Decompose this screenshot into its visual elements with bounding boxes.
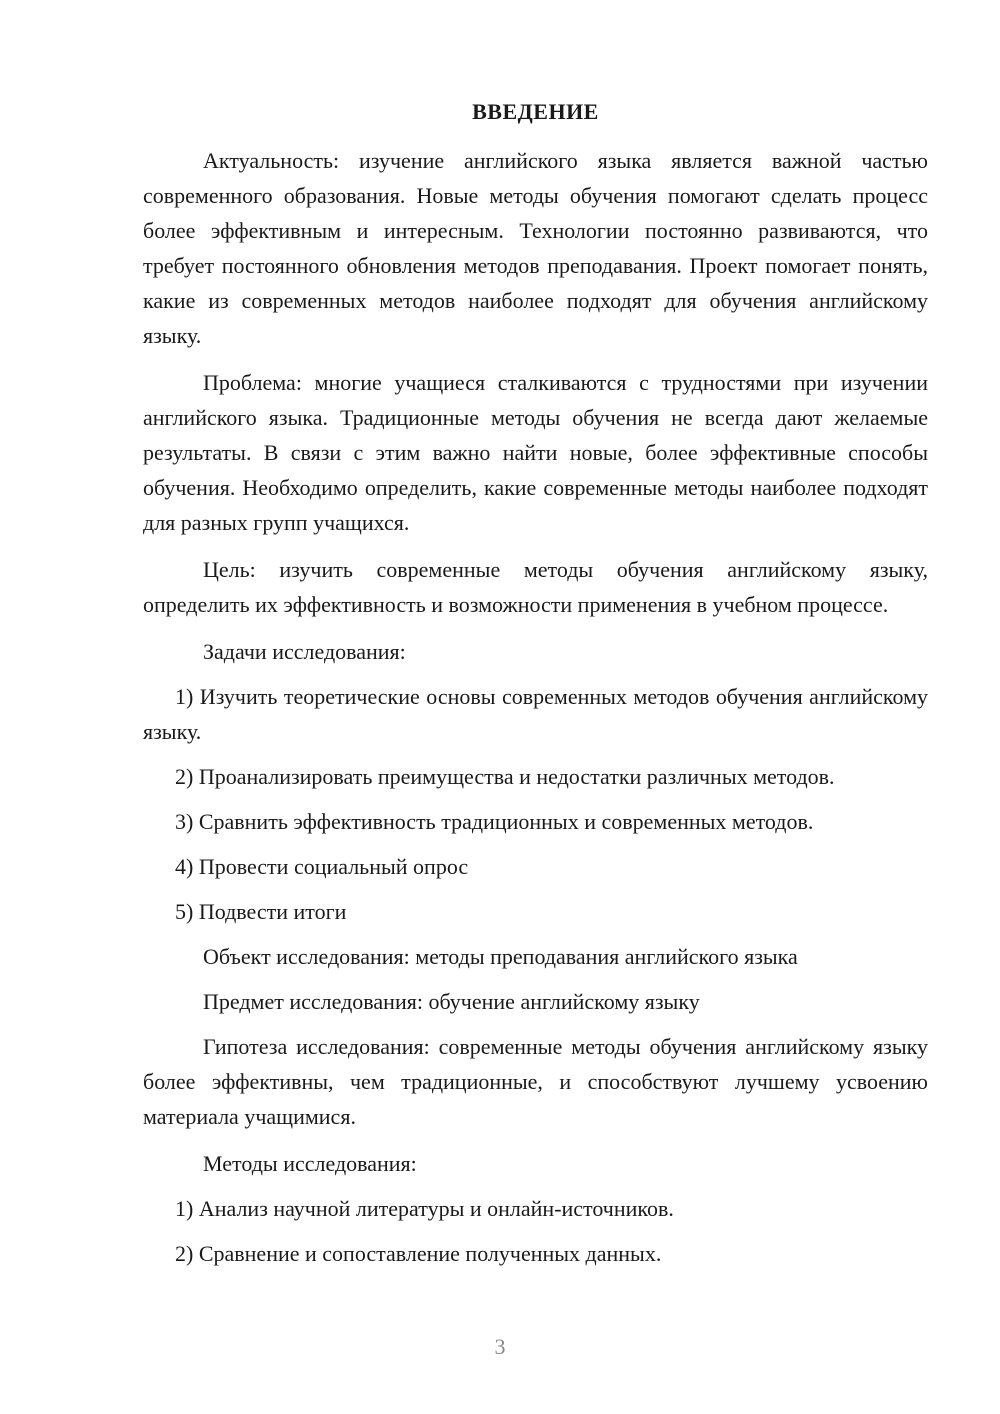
document-body bbox=[143, 143, 928, 1281]
relevance-paragraph: Актуальность: изучение английского языка является важной частью современного образования. Новые методы обучения помогают сделать процесс более эффективным и интересным. Технологии постоянно развиваются, что требует постоянного обновления методов преподавания. Проект помогает понять, какие из современных методов наиболее подходят для обучения английскому языку. bbox=[143, 148, 928, 348]
task-item-4: 4) Провести социальный опрос bbox=[175, 854, 469, 879]
task-item-2: 2) Проанализировать преимущества и недостатки различных методов. bbox=[175, 764, 835, 789]
task-item-5: 5) Подвести итоги bbox=[175, 899, 347, 924]
subject-paragraph: Предмет исследования: обучение английскому языку bbox=[203, 989, 700, 1014]
section-heading: ВВЕДЕНИЕ bbox=[472, 99, 599, 124]
method-item-2: 2) Сравнение и сопоставление полученных данных. bbox=[175, 1241, 662, 1266]
problem-paragraph: Проблема: многие учащиеся сталкиваются с трудностями при изучении английского языка. Традиционные методы обучения не всегда дают желаемые результаты. В связи с этим важно найти новые, более эффективные способы обучения. Необходимо определить, какие современные методы наиболее подходят для разных групп учащихся. bbox=[143, 370, 928, 535]
hypothesis-paragraph: Гипотеза исследования: современные методы обучения английскому языку более эффективны, чем традиционные, и способствуют лучшему усвоению материала учащимися. bbox=[143, 1034, 928, 1129]
object-paragraph: Объект исследования: методы преподавания английского языка bbox=[203, 944, 798, 969]
tasks-title: Задачи исследования: bbox=[203, 639, 406, 664]
task-item-3: 3) Сравнить эффективность традиционных и современных методов. bbox=[175, 809, 814, 834]
method-item-1: 1) Анализ научной литературы и онлайн-источников. bbox=[175, 1196, 674, 1221]
methods-title: Методы исследования: bbox=[203, 1151, 417, 1176]
task-item-1: 1) Изучить теоретические основы современных методов обучения английскому языку. bbox=[143, 684, 928, 744]
goal-paragraph: Цель: изучить современные методы обучения английскому языку, определить их эффективность и возможности применения в учебном процессе. bbox=[143, 557, 928, 617]
page-number: 3 bbox=[494, 1334, 506, 1359]
